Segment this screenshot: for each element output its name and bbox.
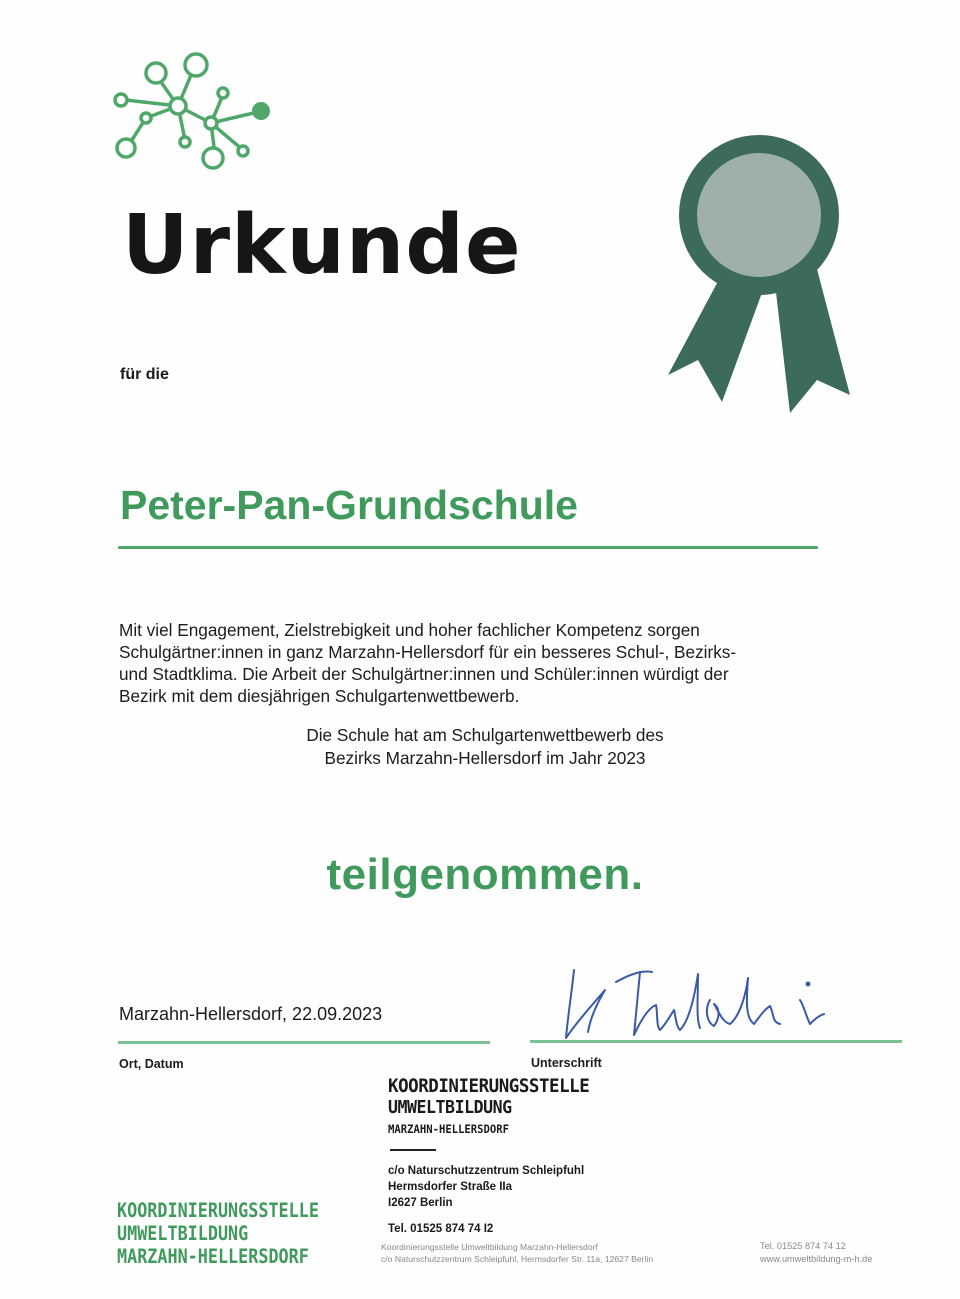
recipient-name: Peter-Pan-Grundschule	[120, 482, 578, 528]
footer-address-line: c/o Naturschutzzentrum Schleipfuhl, Hermsdorfer Str. 11a, 12627 Berlin	[381, 1254, 654, 1264]
stamp-address-line: I2627 Berlin	[388, 1197, 453, 1209]
stamp-divider	[390, 1149, 436, 1151]
stamp-address-line: Hermsdorfer Straße IIa	[388, 1181, 512, 1193]
description-paragraph	[119, 619, 819, 707]
place-date-label: Ort, Datum	[119, 1057, 184, 1071]
footer-org-line: UMWELTBILDUNG	[117, 1222, 249, 1245]
stamp-line: KOORDINIERUNGSSTELLE	[388, 1075, 590, 1097]
award-rosette-icon	[662, 130, 862, 420]
recipient-underline	[118, 546, 818, 549]
participation-statement	[240, 724, 730, 770]
preface-label: für die	[120, 366, 169, 383]
handwritten-signature	[560, 960, 840, 1050]
footer-address	[381, 1241, 653, 1265]
organization-stamp	[388, 1075, 668, 1235]
place-date-line	[118, 1041, 490, 1044]
footer-phone: Tel. 01525 874 74 12	[760, 1241, 846, 1251]
signature-line	[530, 1040, 902, 1043]
statement-line: Die Schule hat am Schulgartenwettbewerb des	[306, 725, 664, 745]
paragraph-line: Schulgärtner:innen in ganz Marzahn-Hellersdorf für ein besseres Schul-, Bezirks-	[119, 642, 737, 662]
paragraph-line: Bezirk mit dem diesjährigen Schulgartenwettbewerb.	[119, 686, 520, 706]
statement-line: Bezirks Marzahn-Hellersdorf im Jahr 2023	[324, 748, 646, 768]
footer-org-line: KOORDINIERUNGSSTELLE	[117, 1199, 319, 1222]
footer-organization-logo	[117, 1199, 319, 1268]
paragraph-line: Mit viel Engagement, Zielstrebigkeit und hoher fachlicher Kompetenz sorgen	[119, 620, 700, 640]
stamp-line: UMWELTBILDUNG	[388, 1097, 512, 1118]
place-date-value: Marzahn-Hellersdorf, 22.09.2023	[119, 1004, 383, 1024]
stamp-line: MARZAHN-HELLERSDORF	[388, 1122, 510, 1136]
footer-address-line: Koordinierungsstelle Umweltbildung Marzahn-Hellersdorf	[381, 1242, 598, 1252]
result-text: teilgenommen.	[326, 850, 644, 899]
footer-org-line: MARZAHN-HELLERSDORF	[117, 1245, 309, 1268]
network-logo-icon	[108, 50, 278, 175]
paragraph-line: und Stadtklima. Die Arbeit der Schulgärtner:innen und Schüler:innen würdigt der	[119, 664, 729, 684]
footer-website: www.umweltbildung-m-h.de	[760, 1254, 873, 1264]
stamp-address-line: c/o Naturschutzzentrum Schleipfuhl	[388, 1165, 585, 1177]
footer-contact	[760, 1240, 872, 1266]
stamp-phone: Tel. 01525 874 74 I2	[388, 1223, 494, 1235]
signature-label: Unterschrift	[531, 1056, 602, 1070]
certificate-title: Urkunde	[122, 198, 522, 293]
